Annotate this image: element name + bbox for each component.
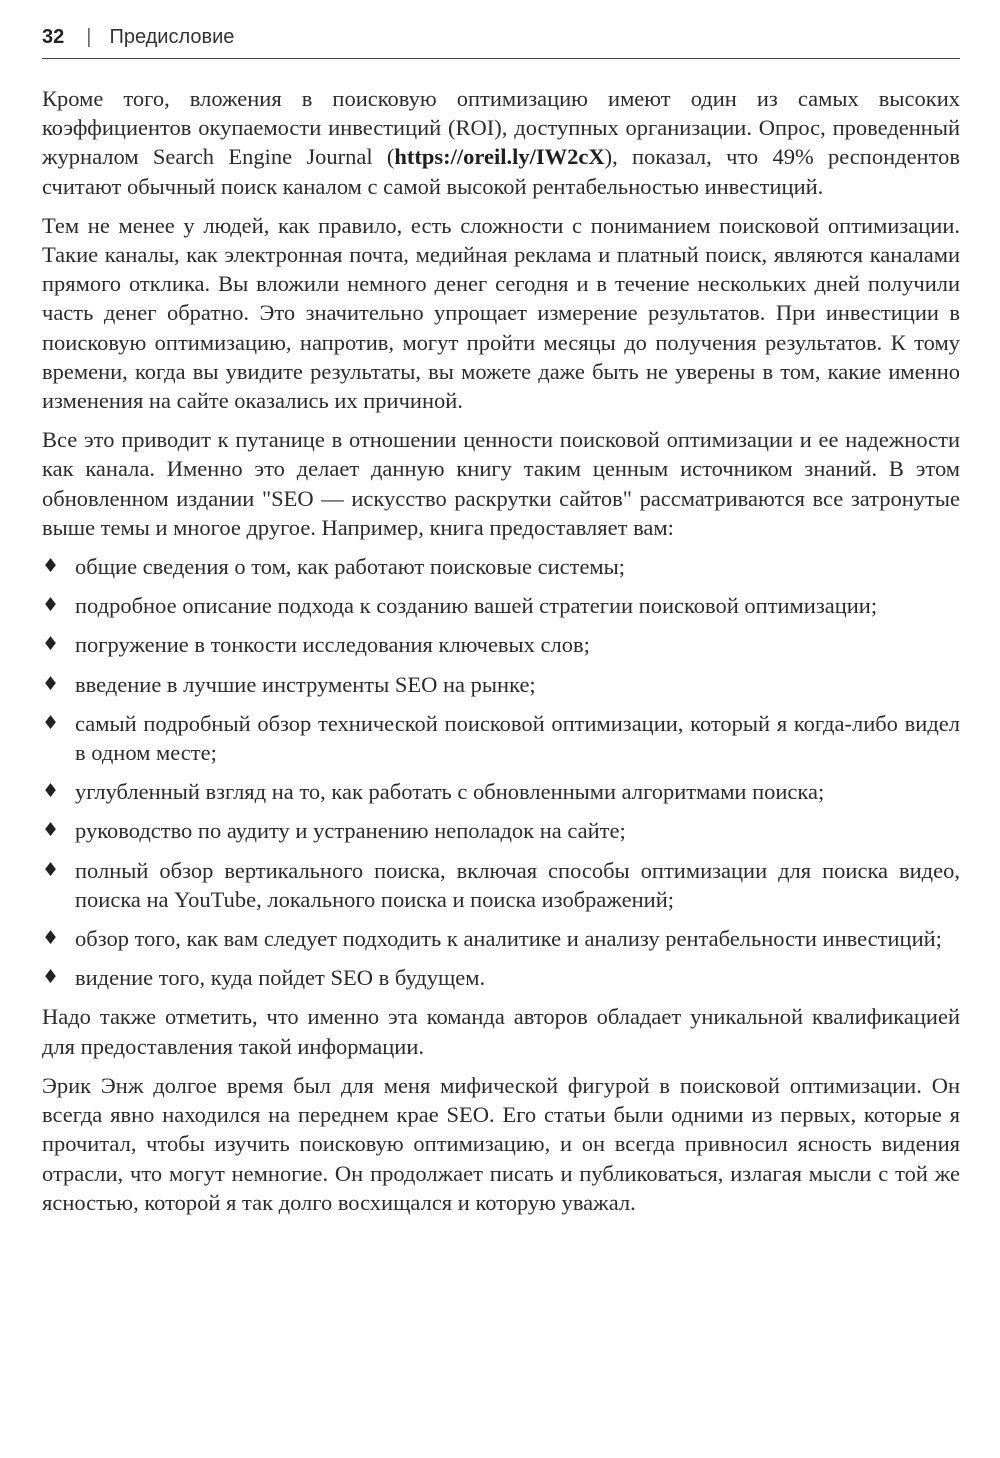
list-item <box>42 709 960 767</box>
running-header <box>42 26 960 59</box>
list-item-text: руководство по аудиту и устранению неполадок на сайте; <box>75 818 626 844</box>
page-number: 32 <box>42 26 65 48</box>
list-item-text: подробное описание подхода к созданию вашей стратегии поисковой оптимизации; <box>75 593 878 619</box>
list-item <box>42 856 960 914</box>
diamond-bullet-icon: ♦ <box>42 819 60 842</box>
book-features-list <box>42 552 960 992</box>
list-item-text: самый подробный обзор технической поисковой оптимизации, который я когда-либо видел в одном месте; <box>75 710 960 766</box>
list-item-text: углубленный взгляд на то, как работать с обновленными алгоритмами поиска; <box>75 779 825 805</box>
list-item <box>42 777 960 806</box>
list-item-text: введение в лучшие инструменты SEO на рынке; <box>75 671 536 697</box>
diamond-bullet-icon: ♦ <box>42 927 60 950</box>
diamond-bullet-icon: ♦ <box>42 633 60 656</box>
header-separator: | <box>86 26 92 48</box>
list-item <box>42 924 960 953</box>
list-item-text: видение того, куда пойдет SEO в будущем. <box>75 965 486 991</box>
diamond-bullet-icon: ♦ <box>42 594 60 617</box>
list-item <box>42 816 960 845</box>
paragraph-book-value: Все это приводит к путанице в отношении ценности поисковой оптимизации и ее надежности как канала. Именно это делает данную книгу таким ценным источником знаний. В этом обновленном издании "SEO — искусство раскрутки сайтов" рассматриваются все затронутые выше темы и многое другое. Например, книга предоставляет вам: <box>42 427 960 540</box>
list-item <box>42 670 960 699</box>
paragraph-roi-text-1: Кроме того, вложения в поисковую оптимизацию имеют один из самых высоких коэффициентов окупаемости инвестиций (ROI), доступных организации. Опрос, проведенный журналом Search Engine Journal ( <box>42 86 960 170</box>
list-item <box>42 552 960 581</box>
diamond-bullet-icon: ♦ <box>42 711 60 734</box>
diamond-bullet-icon: ♦ <box>42 858 60 881</box>
list-item-text: полный обзор вертикального поиска, включая способы оптимизации для поиска видео, поиска на YouTube, локального поиска и поиска изображений; <box>75 857 960 912</box>
diamond-bullet-icon: ♦ <box>42 966 60 989</box>
paragraph-roi-text-2: ), показал, что 49% респондентов считают обычный поиск каналом с самой высокой рентабельностью инвестиций. <box>42 144 960 199</box>
list-item-text: обзор того, как вам следует подходить к аналитике и анализу рентабельности инвестиций; <box>75 926 942 952</box>
list-item <box>42 630 960 659</box>
list-item-text: погружение в тонкости исследования ключевых слов; <box>75 632 590 658</box>
paragraph-eric-enge: Эрик Энж долгое время был для меня мифической фигурой в поисковой оптимизации. Он всегда явно находился на переднем крае SEO. Его статьи были одними из первых, которые я прочитал, чтобы изучить поисковую оптимизацию, и он всегда привносил ясность видения отрасли, что могут немногие. Он продолжает писать и публиковаться, излагая мысли с той же ясностью, которой я так долго восхищался и которую уважал. <box>42 1072 960 1215</box>
paragraph-roi <box>42 84 960 201</box>
list-item-text: общие сведения о том, как работают поисковые системы; <box>75 554 626 580</box>
page-body <box>42 84 960 1227</box>
list-item <box>42 963 960 992</box>
list-item <box>42 591 960 620</box>
diamond-bullet-icon: ♦ <box>42 780 60 803</box>
paragraph-complexity: Тем не менее у людей, как правило, есть сложности с пониманием поисковой оптимизации. Такие каналы, как электронная почта, медийная реклама и платный поиск, являются каналами прямого отклика. Вы вложили немного денег сегодня и в течение нескольких дней получили часть денег обратно. Это значительно упрощает измерение результатов. При инвестиции в поисковую оптимизацию, напротив, могут пройти месяцы до получения результатов. К тому времени, когда вы увидите результаты, вы можете даже быть не уверены в том, какие именно изменения на сайте оказались их причиной. <box>42 212 960 414</box>
diamond-bullet-icon: ♦ <box>42 672 60 695</box>
section-title: Предисловие <box>109 26 235 48</box>
paragraph-authors: Надо также отметить, что именно эта команда авторов обладает уникальной квалификацией для предоставления такой информации. <box>42 1004 960 1059</box>
diamond-bullet-icon: ♦ <box>42 555 60 578</box>
survey-link[interactable]: https://oreil.ly/IW2cX <box>394 144 605 170</box>
